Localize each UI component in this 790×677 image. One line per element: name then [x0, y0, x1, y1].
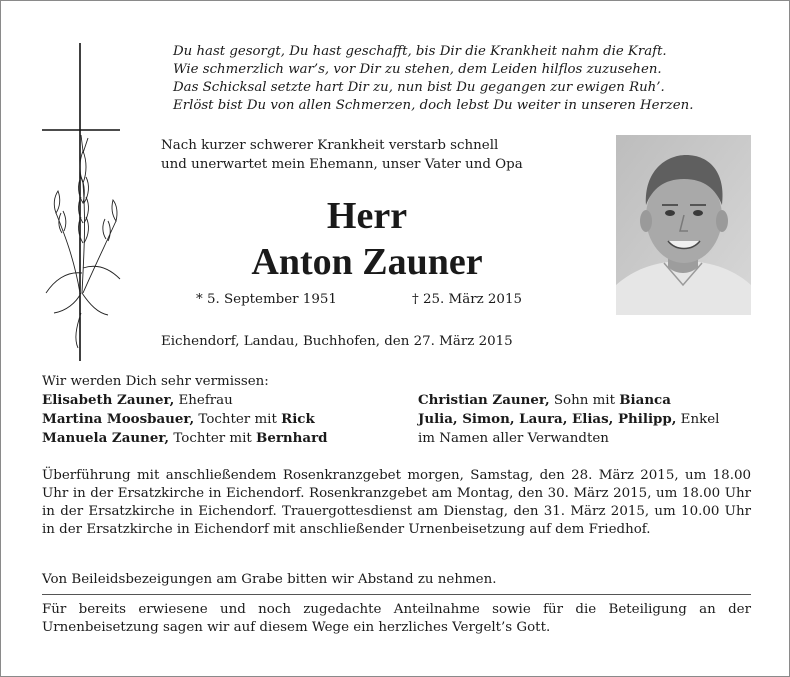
birth-date: * 5. September 1951 [196, 292, 337, 307]
mourners-list [42, 373, 754, 448]
mourner-entry: Martina Moosbauer, Tochter mit Rick [42, 411, 315, 427]
mourner-entry: Julia, Simon, Laura, Elias, Philipp, Enkel [418, 411, 720, 427]
portrait-photo [616, 135, 751, 315]
thanks-text: Für bereits erwiesene und noch zugedachte Anteilnahme sowie für die Beteiligung an der Urnenbeisetzung sagen wir auf diesem Wege ein herzliches Vergelt’s Gott. [42, 602, 751, 635]
intro-line: Nach kurzer schwerer Krankheit verstarb schnell [161, 138, 499, 153]
poem-line: Wie schmerzlich war’s, vor Dir zu stehen, dem Leiden hilflos zuzusehen. [173, 62, 662, 77]
mourners-right-column [418, 391, 719, 448]
mourners-lead: Wir werden Dich sehr vermissen: [42, 374, 269, 389]
death-date: † 25. März 2015 [412, 292, 522, 307]
condolence-note: Von Beileidsbezeigungen am Grabe bitten wir Abstand zu nehmen. [42, 572, 497, 587]
poem-line: Das Schicksal setzte hart Dir zu, nun bist Du gegangen zur ewigen Ruh’. [173, 80, 665, 95]
deceased-title [161, 193, 573, 285]
honorific: Herr [326, 195, 408, 237]
deceased-name: Anton Zauner [251, 241, 483, 283]
mourner-entry: Christian Zauner, Sohn mit Bianca [418, 392, 671, 408]
poem [173, 43, 773, 115]
place-and-date: Eichendorf, Landau, Buchhofen, den 27. März 2015 [161, 334, 513, 349]
intro-text [161, 136, 601, 174]
funeral-details: Überführung mit anschließendem Rosenkranzgebet morgen, Samstag, den 28. März 2015, um 18.00 Uhr in der Ersatzkirche in Eichendorf. Rosenkranzgebet am Montag, den 30. März 2015, um 18.00 Uhr in der Ersatzkirche in Eichendorf. Trauergottesdienst am Dienstag, den 31. März 2015, um 10.00 Uhr in der Ersatzkirche in Eichendorf mit anschließender Urnenbeisetzung auf dem Friedhof. [42, 468, 751, 537]
mourner-entry: Elisabeth Zauner, Ehefrau [42, 392, 233, 408]
divider [42, 594, 751, 595]
mourners-left-column [42, 391, 418, 448]
poem-line: Du hast gesorgt, Du hast geschafft, bis Dir die Krankheit nahm die Kraft. [173, 44, 667, 59]
cross-with-wheat-icon [36, 43, 126, 361]
poem-line: Erlöst bist Du von allen Schmerzen, doch lebst Du weiter in unseren Herzen. [173, 98, 694, 113]
intro-line: und unerwartet mein Ehemann, unser Vater und Opa [161, 157, 523, 172]
life-dates [196, 291, 556, 309]
mourner-entry: im Namen aller Verwandten [418, 431, 609, 446]
mourner-entry: Manuela Zauner, Tochter mit Bernhard [42, 430, 328, 446]
